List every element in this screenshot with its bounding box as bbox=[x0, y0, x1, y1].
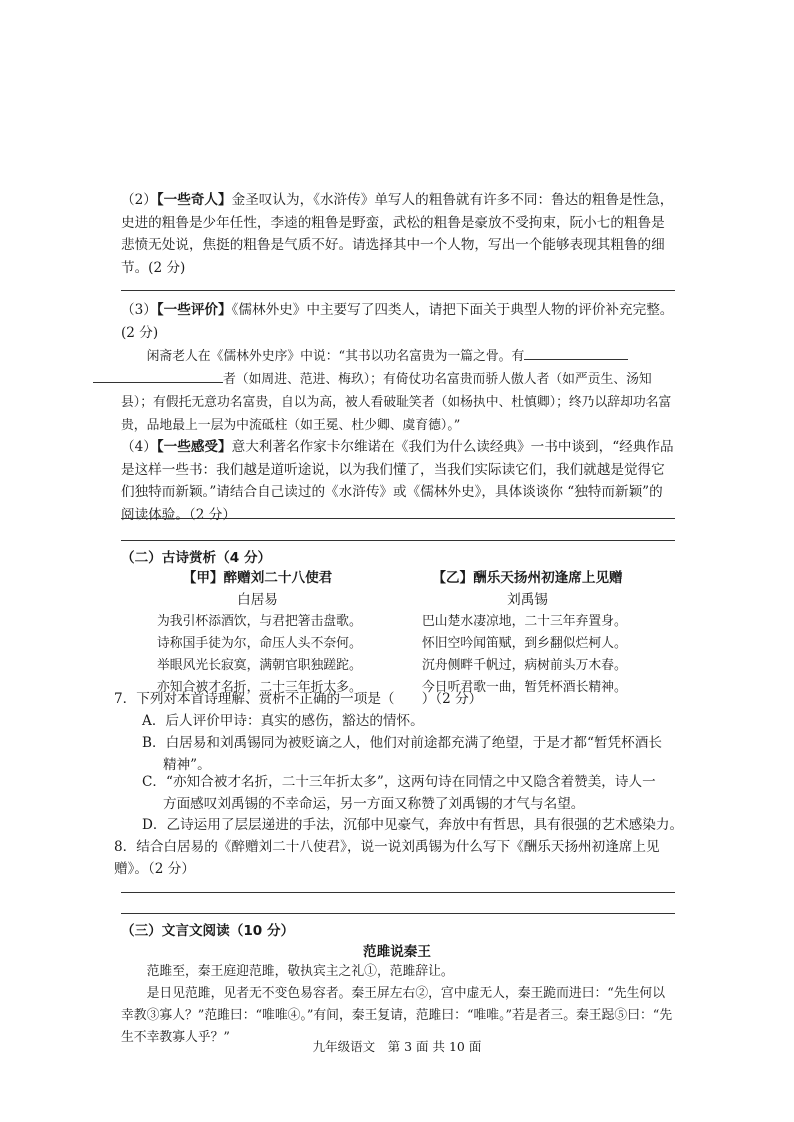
question-2-number: （2） bbox=[121, 192, 157, 208]
option-c[interactable] bbox=[142, 771, 682, 815]
question-3-quote bbox=[121, 345, 675, 437]
article-paragraph-1 bbox=[121, 961, 675, 983]
question-3-tag: 【一些评价】 bbox=[156, 302, 232, 318]
article-paragraph-2-text: 是日见范雎，见者无不变色易容者。秦王屏左右②，宫中虚无人，秦王跪而进曰：“先生何以幸教③寡人？”范雎曰：“唯唯④。”有间，秦王复请，范雎曰：“唯唯。”若是者三。秦王跽⑤曰：“先生不幸教寡人乎？” bbox=[121, 986, 673, 1045]
poem-b-title: 【乙】酬乐天扬州初逢席上见赠 bbox=[432, 570, 623, 586]
option-c-text-1: “亦知合被才名折，二十三年折太多”，这两句诗在同情之中又隐含着赞美，诗人一 bbox=[166, 774, 656, 790]
option-d[interactable] bbox=[142, 814, 690, 836]
answer-line-q4-1[interactable] bbox=[121, 518, 675, 519]
answer-line-q8-2[interactable] bbox=[121, 913, 675, 914]
option-a-label: A． bbox=[142, 713, 166, 729]
poem-b-author: 刘禹锡 bbox=[507, 592, 548, 608]
question-8: 8．结合白居易的《醉赠刘二十八使君》，说一说刘禹锡为什么写下《酬乐天扬州初逢席上见赠》。（2 分） bbox=[114, 839, 660, 877]
option-b-text-1: 白居易和刘禹锡同为被贬谪之人，他们对前途都充满了绝望，于是才都“暂凭杯酒长 bbox=[165, 735, 662, 751]
quote-part-b: 者（如周进、范进、梅玖）；有倚仗功名富贵而骄人傲人者（如严贡生、汤知县）；有假托无意功名富贵，自以为高，被人看破耻笑者（如杨执中、杜慎卿）；终乃以辞却功名富贵，品地最上一层为中流砥柱（如王冕、杜少卿、虞育德）。” bbox=[121, 372, 672, 433]
article-title: 范雎说秦王 bbox=[363, 944, 431, 960]
poem-a-line: 举眼风光长寂寞，满朝官职独蹉跎。 bbox=[157, 658, 362, 673]
answer-line-q2[interactable] bbox=[121, 290, 675, 291]
option-c-text-2: 方面感叹刘禹锡的不幸命运，另一方面又称赞了刘禹锡的才气与名望。 bbox=[163, 796, 585, 812]
question-3-text: 《儒林外史》中主要写了四类人，请把下面关于典型人物的评价补充完整。(2 分) bbox=[121, 302, 674, 341]
question-2-tag: 【一些奇人】 bbox=[156, 192, 232, 208]
question-3 bbox=[121, 299, 675, 344]
option-d-text: 乙诗运用了层层递进的手法，沉郁中见豪气，奔放中有哲思，具有很强的艺术感染力。 bbox=[166, 817, 684, 833]
question-2-text: 金圣叹认为，《水浒传》单写人的粗鲁就有许多不同：鲁达的粗鲁是性急，史进的粗鲁是少年任性，李逵的粗鲁是野蛮，武松的粗鲁是豪放不受拘束，阮小七的粗鲁是悲愤无处说，焦挺的粗鲁是气质不好。请选择其中一个人物，写出一个能够表现其粗鲁的细节。(2 分) bbox=[121, 192, 674, 276]
option-b-label: B． bbox=[142, 735, 166, 751]
poem-b bbox=[410, 567, 645, 699]
answer-line-q4-2[interactable] bbox=[121, 540, 675, 541]
poem-b-line: 今日听君歌一曲，暂凭杯酒长精神。 bbox=[422, 680, 627, 695]
poem-a-line: 诗称国手徒为尔，命压人头不奈何。 bbox=[157, 636, 362, 651]
question-4 bbox=[121, 436, 675, 526]
option-c-label: C． bbox=[142, 774, 166, 790]
poem-a-line: 亦知合被才名折，二十三年折太多。 bbox=[157, 680, 362, 695]
section-3-title: （三）文言文阅读（10 分） bbox=[121, 923, 295, 939]
option-b[interactable] bbox=[142, 732, 682, 776]
option-d-label: D． bbox=[142, 817, 167, 833]
question-7-stem: 7．下列对本首诗理解、赏析不正确的一项是（ ）（2 分） bbox=[114, 691, 483, 707]
poem-b-line: 巴山楚水凄凉地，二十三年弃置身。 bbox=[422, 614, 627, 629]
question-3-number: （3） bbox=[121, 302, 157, 318]
poem-a-line: 为我引杯添酒饮，与君把箸击盘歌。 bbox=[157, 614, 362, 629]
quote-part-a: 闲斋老人在《儒林外史序》中说：“其书以功名富贵为一篇之骨。有 bbox=[146, 349, 525, 364]
article-paragraph-1-text: 范雎至，秦王庭迎范雎，敬执宾主之礼①，范雎辞让。 bbox=[146, 964, 454, 979]
option-a-text: 后人评价甲诗：真实的感伤，豁达的情怀。 bbox=[165, 713, 424, 729]
question-4-number: （4） bbox=[121, 439, 157, 455]
page-footer: 九年级语文 第 3 面 共 10 面 bbox=[312, 1039, 482, 1054]
question-4-tag: 【一些感受】 bbox=[156, 439, 232, 455]
section-2-title: （二）古诗赏析（4 分） bbox=[121, 550, 272, 566]
question-2 bbox=[121, 189, 675, 279]
question-4-text: 意大利著名作家卡尔维诺在《我们为什么读经典》一书中谈到，“经典作品是这样一些书：我们越是道听途说，以为我们懂了，当我们实际读它们，我们就越是觉得它们独特而新颖。”请结合自己读过的《水浒传》或《儒林外史》，具体谈谈你 “独特而新颖”的阅读体验。（2 分） bbox=[121, 439, 674, 523]
poem-b-line: 怀旧空吟闻笛赋，到乡翻似烂柯人。 bbox=[422, 636, 627, 651]
option-a[interactable] bbox=[142, 710, 682, 732]
poem-b-line: 沉舟侧畔千帆过，病树前头万木春。 bbox=[422, 658, 627, 673]
fill-blank-2[interactable] bbox=[93, 368, 223, 383]
poem-a bbox=[150, 567, 365, 699]
option-b-text-2: 精神”。 bbox=[163, 757, 211, 773]
poem-a-author: 白居易 bbox=[237, 592, 278, 608]
answer-line-q8-1[interactable] bbox=[121, 892, 675, 893]
fill-blank-1[interactable] bbox=[524, 345, 628, 360]
poem-a-title: 【甲】醉赠刘二十八使君 bbox=[182, 570, 333, 586]
